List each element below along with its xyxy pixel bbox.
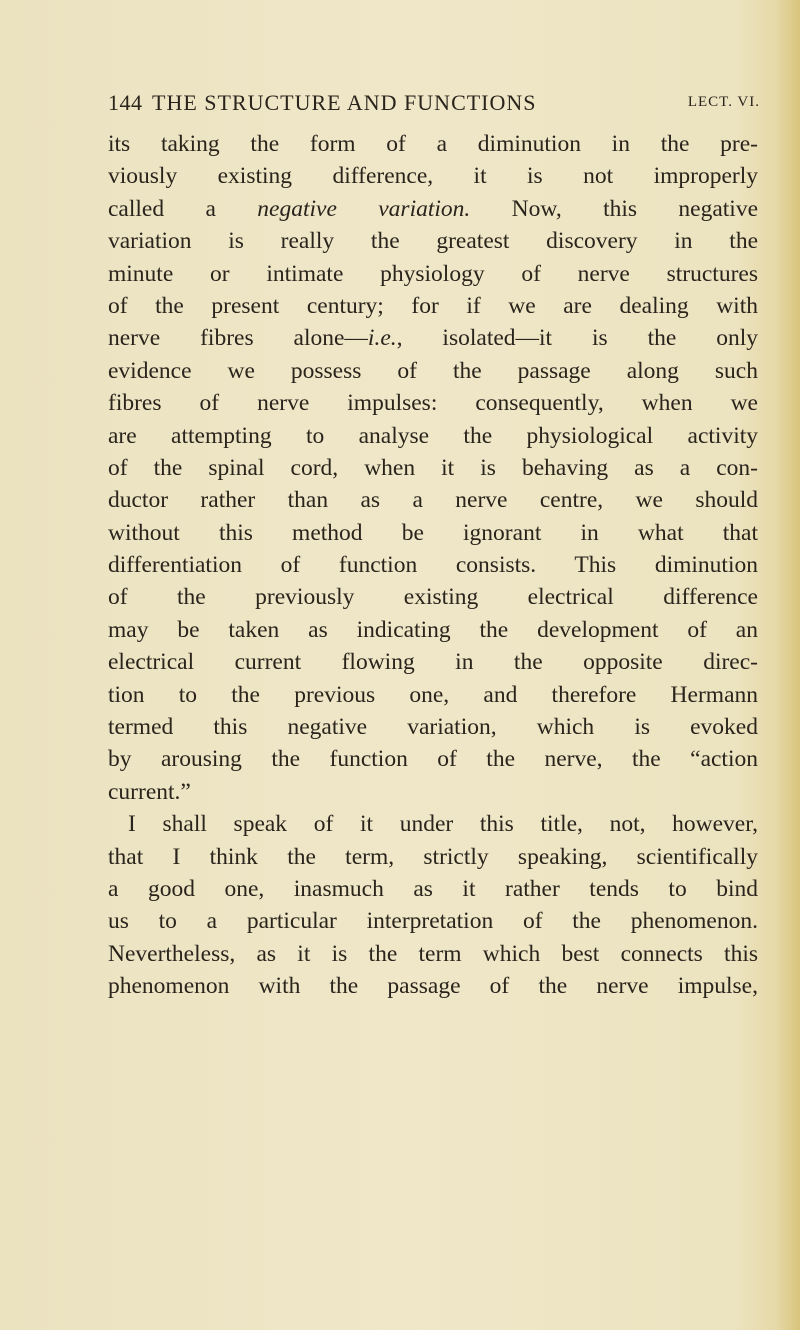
text-line: phenomenon with the passage of the nerve impulse, <box>108 973 758 1000</box>
text-line: electrical current flowing in the opposite direc- <box>108 649 758 676</box>
text-line: by arousing the function of the nerve, the “action <box>108 746 758 773</box>
text-line: its taking the form of a diminution in the pre- <box>108 131 758 157</box>
text-line: fibres of nerve impulses: consequently, when we <box>108 390 758 417</box>
text-line: are attempting to analyse the physiological activity <box>108 422 758 449</box>
text-line: minute or intimate physiology of nerve structures <box>108 260 758 287</box>
text-line: called a negative variation. Now, this negative <box>108 195 758 222</box>
text-line: ductor rather than as a nerve centre, we should <box>108 487 758 514</box>
text-line: of the spinal cord, when it is behaving as a con- <box>108 454 758 481</box>
text-line: us to a particular interpretation of the phenomenon. <box>108 908 758 935</box>
text-line: a good one, inasmuch as it rather tends to bind <box>108 875 758 902</box>
text-line: evidence we possess of the passage along such <box>108 357 758 384</box>
body-text <box>108 128 758 1003</box>
text-line: viously existing difference, it is not improperly <box>108 163 758 190</box>
text-line: without this method be ignorant in what that <box>108 519 758 546</box>
text-line: current.” <box>108 778 191 805</box>
text-line: may be taken as indicating the development of an <box>108 616 758 643</box>
page-number: 144 <box>108 90 143 115</box>
text-line: tion to the previous one, and therefore Hermann <box>108 681 758 708</box>
text-line: of the previously existing electrical difference <box>108 584 758 611</box>
text-line: differentiation of function consists. This diminution <box>108 552 758 579</box>
text-line: termed this negative variation, which is evoked <box>108 714 758 741</box>
running-header <box>108 90 760 120</box>
text-line: that I think the term, strictly speaking, scientifically <box>108 843 758 870</box>
text-line: variation is really the greatest discovery in the <box>108 228 758 255</box>
text-line: of the present century; for if we are dealing with <box>108 292 758 319</box>
text-line: I shall speak of it under this title, not, however, <box>128 811 758 838</box>
lecture-marker: LECT. VI. <box>687 94 760 110</box>
running-title: THE STRUCTURE AND FUNCTIONS <box>152 90 537 115</box>
text-line: nerve fibres alone—i.e., isolated—it is the only <box>108 325 758 352</box>
text-line: Nevertheless, as it is the term which best connects this <box>108 940 758 967</box>
